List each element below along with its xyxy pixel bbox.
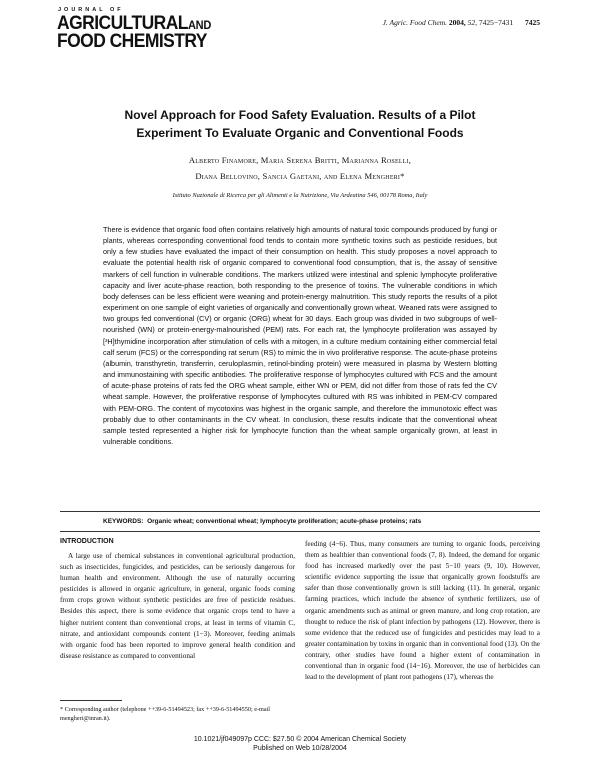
journal-logo-line2: FOOD CHEMISTRY [57,31,207,52]
doi-line: 10.1021/jf049097p CCC: $27.50 © 2004 American Chemical Society [193,736,407,743]
intro-paragraph-right: feeding (4−6). Thus, many consumers are turning to organic foods, perceiving them as healthier than conventional foods (7, 8). Indeed, the demand for organic food has increased markedly over the past 5−10 years (9, 10). However, scientific evidence supporting the issue that organically grown foodstuffs are safer than those conventionally grown is still lacking (11). In general, organic farming practices, which include the absence of synthetic fertilizers, use of organic amendments such as animal or green manure, and long crop rotation, are thought to reduce the risk of plant infection by pathogens (12). However, there is some evidence that the reduced use of fungicides and pesticides may lead to a greater contamination by toxins in organic than in conventional food (13). On the contrary, other studies have found a higher extent of contamination in conventional than in organic food (14−16). Moreover, the use of herbicides can lead to the development of plant root pathogens (17), whereas the [305,540,540,682]
citation-volume: 52, [467,18,478,27]
published-date: Published on Web 10/28/2004 [253,745,347,752]
affiliation: Istituto Nazionale di Ricerca per gli Alimenti e la Nutrizione, Via Ardeatina 546, 00178 Roma, Italy [172,192,428,199]
journal-logo-word-agricultural: AGRICULTURAL [57,13,188,34]
right-column [305,539,540,683]
journal-logo-small-text: JOURNAL OF [58,7,124,13]
left-column [60,551,295,662]
page-number: 7425 [525,18,540,27]
corresponding-author-footnote: * Corresponding author (telephone ++39-6-51494523; fax ++39-6-51494550; e-mail mengheri@inran.it). [60,706,271,722]
footnote-rule [60,700,122,701]
section-heading-introduction: INTRODUCTION [60,538,114,545]
keywords-bottom-rule [60,531,540,532]
intro-paragraph-left: A large use of chemical substances in conventional agricultural production, such as insecticides, fungicides, and pesticides, can be seriously dangerous for human health and environment. Although the use of naturally occurring pesticides is allowed in organic agriculture, in general, organic foods coming from crops grown without synthetic pesticides are free of pesticide residues. Besides this aspect, there is some evidence that organic crops tend to have a higher nutrient content than conventional crops, at least in terms of vitamin C, nitrate, and antioxidant compounds content (1−3). Moreover, feeding animals with organic food has been reported to improve general health condition and disease resistance as compared to conventional [60,552,295,660]
citation-year: 2004, [448,18,466,27]
keywords [103,518,523,525]
article-title [60,106,540,142]
authors-line-1: Alberto Finamore, Maria Serena Britti, Marianna Roselli, [188,155,412,165]
citation-pages: 7425−7431 [478,18,514,27]
title-line-2: Experiment To Evaluate Organic and Conventional Foods [136,126,464,140]
page-footer [0,735,600,753]
journal-logo-word-and: AND [187,18,212,32]
keywords-label: KEYWORDS: [103,518,144,525]
citation-journal: J. Agric. Food Chem. [382,18,448,27]
authors-line-2: Diana Bellovino, Sancia Gaetani, and Elena Mengheri* [195,171,405,181]
keywords-top-rule [60,511,540,512]
citation-header [383,18,540,27]
author-list [60,152,540,184]
title-line-1: Novel Approach for Food Safety Evaluation. Results of a Pilot [124,108,476,122]
abstract: There is evidence that organic food often contains relatively high amounts of natural toxic compounds produced by fungi or plants, whereas corresponding conventional food tends to contain more synthetic toxins such as pesticide residues, but only a few studies have evaluated the impact of their consumption on health. This study proposes a novel approach to evaluate the potential health risk of organic compared to conventional food consumption, that is, the assay of sensitive markers of cell function in vulnerable conditions. The markers utilized were intestinal and splenic lymphocyte proliferative capacity and liver acute-phase reaction, both responding to the presence of toxins. The vulnerable conditions in which body defenses can be less efficient were weaning and protein-energy malnutrition. This study reports the results of a pilot experiment on one sample of eight varieties of organically and conventionally grown wheat. Weaned rats were assigned to two groups fed conventional (CV) or organic (ORG) wheat for 30 days. Each group was divided in two subgroups of well-nourished (WN) or protein-energy-malnourished (PEM) rats. For each rat, the lymphocyte proliferation was assayed by [³H]thymidine incorporation after stimulation of cells with a mitogen, in a culture medium containing either commercial fetal calf serum (FCS) or the corresponding rat serum (RS) to mimic the in vivo proliferative response. The acute-phase proteins (albumin, transthyretin, transferrin, ceruloplasmin, retinol-binding protein) were measured in plasma by Western blotting and immunostaining with specific antibodies. The proliferative response of lymphocytes cultured with FCS and the amount of acute-phase proteins of rats fed the ORG wheat sample, either WN or PEM, did not differ from those of rats fed the CV wheat sample. However, the proliferative response of lymphocytes cultured with RS was inhibited in PEM-CV compared with PEM-ORG. The content of mycotoxins was highest in the organic sample, and therefore the immunotoxic effect was probably due to other contaminants in the CV wheat. In conclusion, these results indicate that the conventional wheat sample tested represented a higher risk for lymphocyte function than the wheat sample organically grown, at least in vulnerable conditions. [103,225,497,446]
keywords-text: Organic wheat; conventional wheat; lymphocyte proliferation; acute-phase proteins; rats [147,518,422,525]
